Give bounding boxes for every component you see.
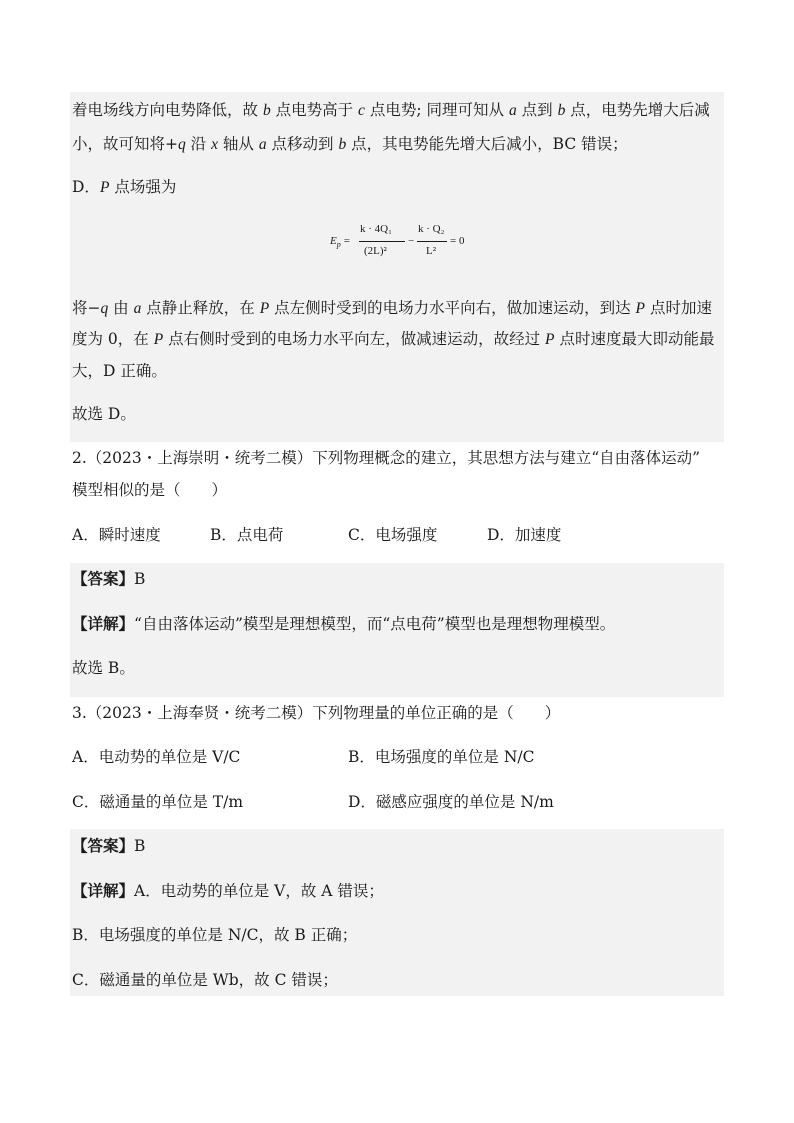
q3-option-b: B．电场强度的单位是 N/C — [348, 748, 535, 766]
q2-option-b: B．点电荷 — [210, 526, 284, 544]
q1-option-d-heading: D．P 点场强为 — [72, 178, 177, 196]
q2-stem-line-2: 模型相似的是（ ） — [72, 481, 228, 499]
q3-option-a: A．电动势的单位是 V/C — [72, 748, 241, 766]
q3-detail-a: 【详解】A．电动势的单位是 V，故 A 错误； — [72, 881, 384, 900]
q3-detail-b: B．电场强度的单位是 N/C，故 B 正确； — [72, 926, 358, 944]
q1-explain-line-4: 度为 0，在 P 点右侧时受到的电场力水平向左，做减速运动，故经过 P 点时速度最大即动能最 — [72, 330, 715, 348]
q3-answer: 【答案】B — [72, 836, 146, 855]
q2-detail: 【详解】“自由落体运动”模型是理想模型，而“点电荷”模型也是理想物理模型。 — [72, 614, 616, 633]
q1-explain-line-3: 将−q 由 a 点静止释放，在 P 点左侧时受到的电场力水平向右，做加速运动，到达 P 点时加速 — [72, 299, 712, 317]
field-strength-formula: $E_p$ = k · 4Q₁ (2L)² − k · Q₂ L² = 0 — [330, 223, 465, 257]
q1-explain-line-1: 着电场线方向电势降低，故 b 点电势高于 c 点电势; 同理可知从 a 点到 b 点，电势先增大后减 — [72, 101, 710, 119]
q2-answer: 【答案】B — [72, 569, 146, 588]
q2-option-d: D．加速度 — [487, 526, 562, 544]
q3-detail-c: C．磁通量的单位是 Wb，故 C 错误； — [72, 971, 338, 989]
q1-conclusion: 故选 D。 — [72, 405, 136, 423]
q3-option-c: C．磁通量的单位是 T/m — [72, 793, 244, 811]
q2-stem-line-1: 2.（2023・上海崇明・统考二模）下列物理概念的建立，其思想方法与建立“自由落体运动” — [72, 449, 701, 467]
q3-option-d: D．磁感应强度的单位是 N/m — [348, 793, 554, 811]
q1-explain-line-5: 大，D 正确。 — [72, 362, 167, 380]
q2-option-c: C．电场强度 — [348, 526, 438, 544]
q3-stem: 3.（2023・上海奉贤・统考二模）下列物理量的单位正确的是（ ） — [72, 704, 561, 722]
q2-conclusion: 故选 B。 — [72, 659, 135, 677]
q2-option-a: A．瞬时速度 — [72, 526, 161, 544]
q1-explain-line-2: 小，故可知将+q 沿 x 轴从 a 点移动到 b 点，其电势能先增大后减小，BC 错误； — [72, 135, 628, 153]
